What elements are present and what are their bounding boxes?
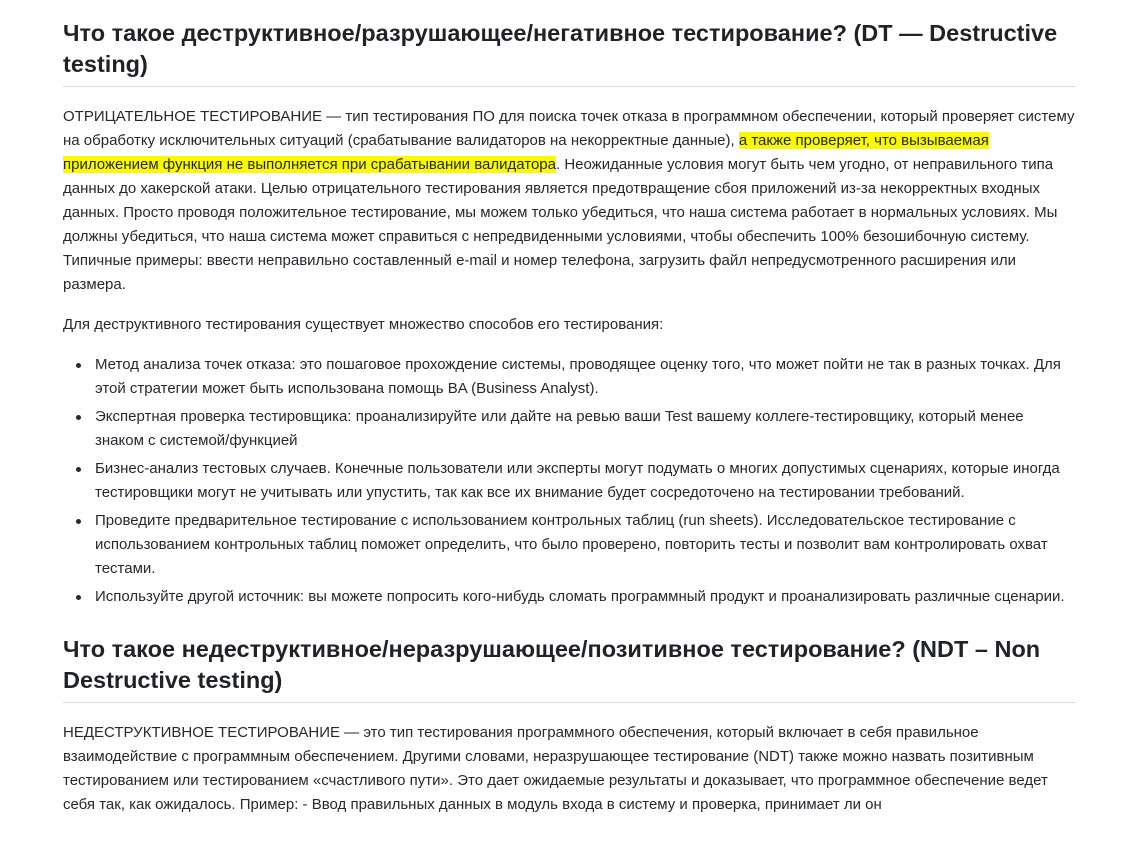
list-item: Экспертная проверка тестировщика: проанализируйте или дайте на ревью ваши Test вашему коллеге-тестировщику, который менее знаком с системой/функцией <box>95 405 1076 453</box>
list-item: Бизнес-анализ тестовых случаев. Конечные пользователи или эксперты могут подумать о многих допустимых сценариях, которые иногда тестировщики могут не учитывать или упустить, так как все их внимание будет сосредоточено на тестировании требований. <box>95 457 1076 505</box>
examples-text: Типичные примеры: ввести неправильно составленный e-mail и номер телефона, загрузить файл непредусмотренного расширения или размера. <box>63 252 1017 293</box>
methods-intro: Для деструктивного тестирования существует множество способов его тестирования: <box>63 316 664 333</box>
list-item: Используйте другой источник: вы можете попросить кого-нибудь сломать программный продукт и проанализировать различные сценарии. <box>95 585 1076 609</box>
section-heading-non-destructive: Что такое недеструктивное/неразрушающее/позитивное тестирование? (NDT – Non Destructive testing) <box>63 634 1076 703</box>
list-item: Проведите предварительное тестирование с использованием контрольных таблиц (run sheets). Исследовательское тестирование с использованием контрольных таблиц поможет определить, что было проверено, повторить тесты и позволит вам контролировать охват тестами. <box>95 509 1076 581</box>
non-destructive-intro-paragraph: НЕДЕСТРУКТИВНОЕ ТЕСТИРОВАНИЕ — это тип тестирования программного обеспечения, который включает в себя правильное взаимодействие с программным обеспечением. Другими словами, неразрушающее тестирование (NDT) также можно назвать позитивным тестированием или тестированием «счастливого пути». Это дает ожидаемые результаты и доказывает, что программное обеспечение ведет себя так, как ожидалось. Пример: - Ввод правильных данных в модуль входа в систему и проверка, принимает ли он <box>63 724 1048 813</box>
destructive-intro-text: ОТРИЦАТЕЛЬНОЕ ТЕСТИРОВАНИЕ — тип тестирования ПО для поиска точек отказа в программном обеспечении, который проверяет систему на обработку исключительных ситуаций (срабатывание валидаторов на некорректные данные), <box>63 108 1075 149</box>
section-heading-destructive: Что такое деструктивное/разрушающее/негативное тестирование? (DT — Destructive testing) <box>63 18 1076 87</box>
list-item: Метод анализа точек отказа: это пошаговое прохождение системы, проводящее оценку того, что может пойти не так в разных точках. Для этой стратегии может быть использована помощь BA (Business Analyst). <box>95 353 1076 401</box>
highlighted-text: а также проверяет, что вызываемая приложением функция не выполняется при срабатывании валидатора <box>63 132 989 173</box>
methods-list <box>63 353 1076 609</box>
destructive-intro-paragraph <box>63 105 1076 297</box>
article-content <box>63 18 1076 817</box>
destructive-intro-text-cont: . Неожиданные условия могут быть чем угодно, от неправильного типа данных до хакерской атаки. Целью отрицательного тестирования является предотвращение сбоя приложений из-за некорректных входных данных. Просто проводя положительное тестирование, мы можем только убедиться, что наша система работает в нормальных условиях. Мы должны убедиться, что наша система может справиться с непредвиденными условиями, чтобы обеспечить 100% безошибочную систему. <box>63 156 1058 245</box>
